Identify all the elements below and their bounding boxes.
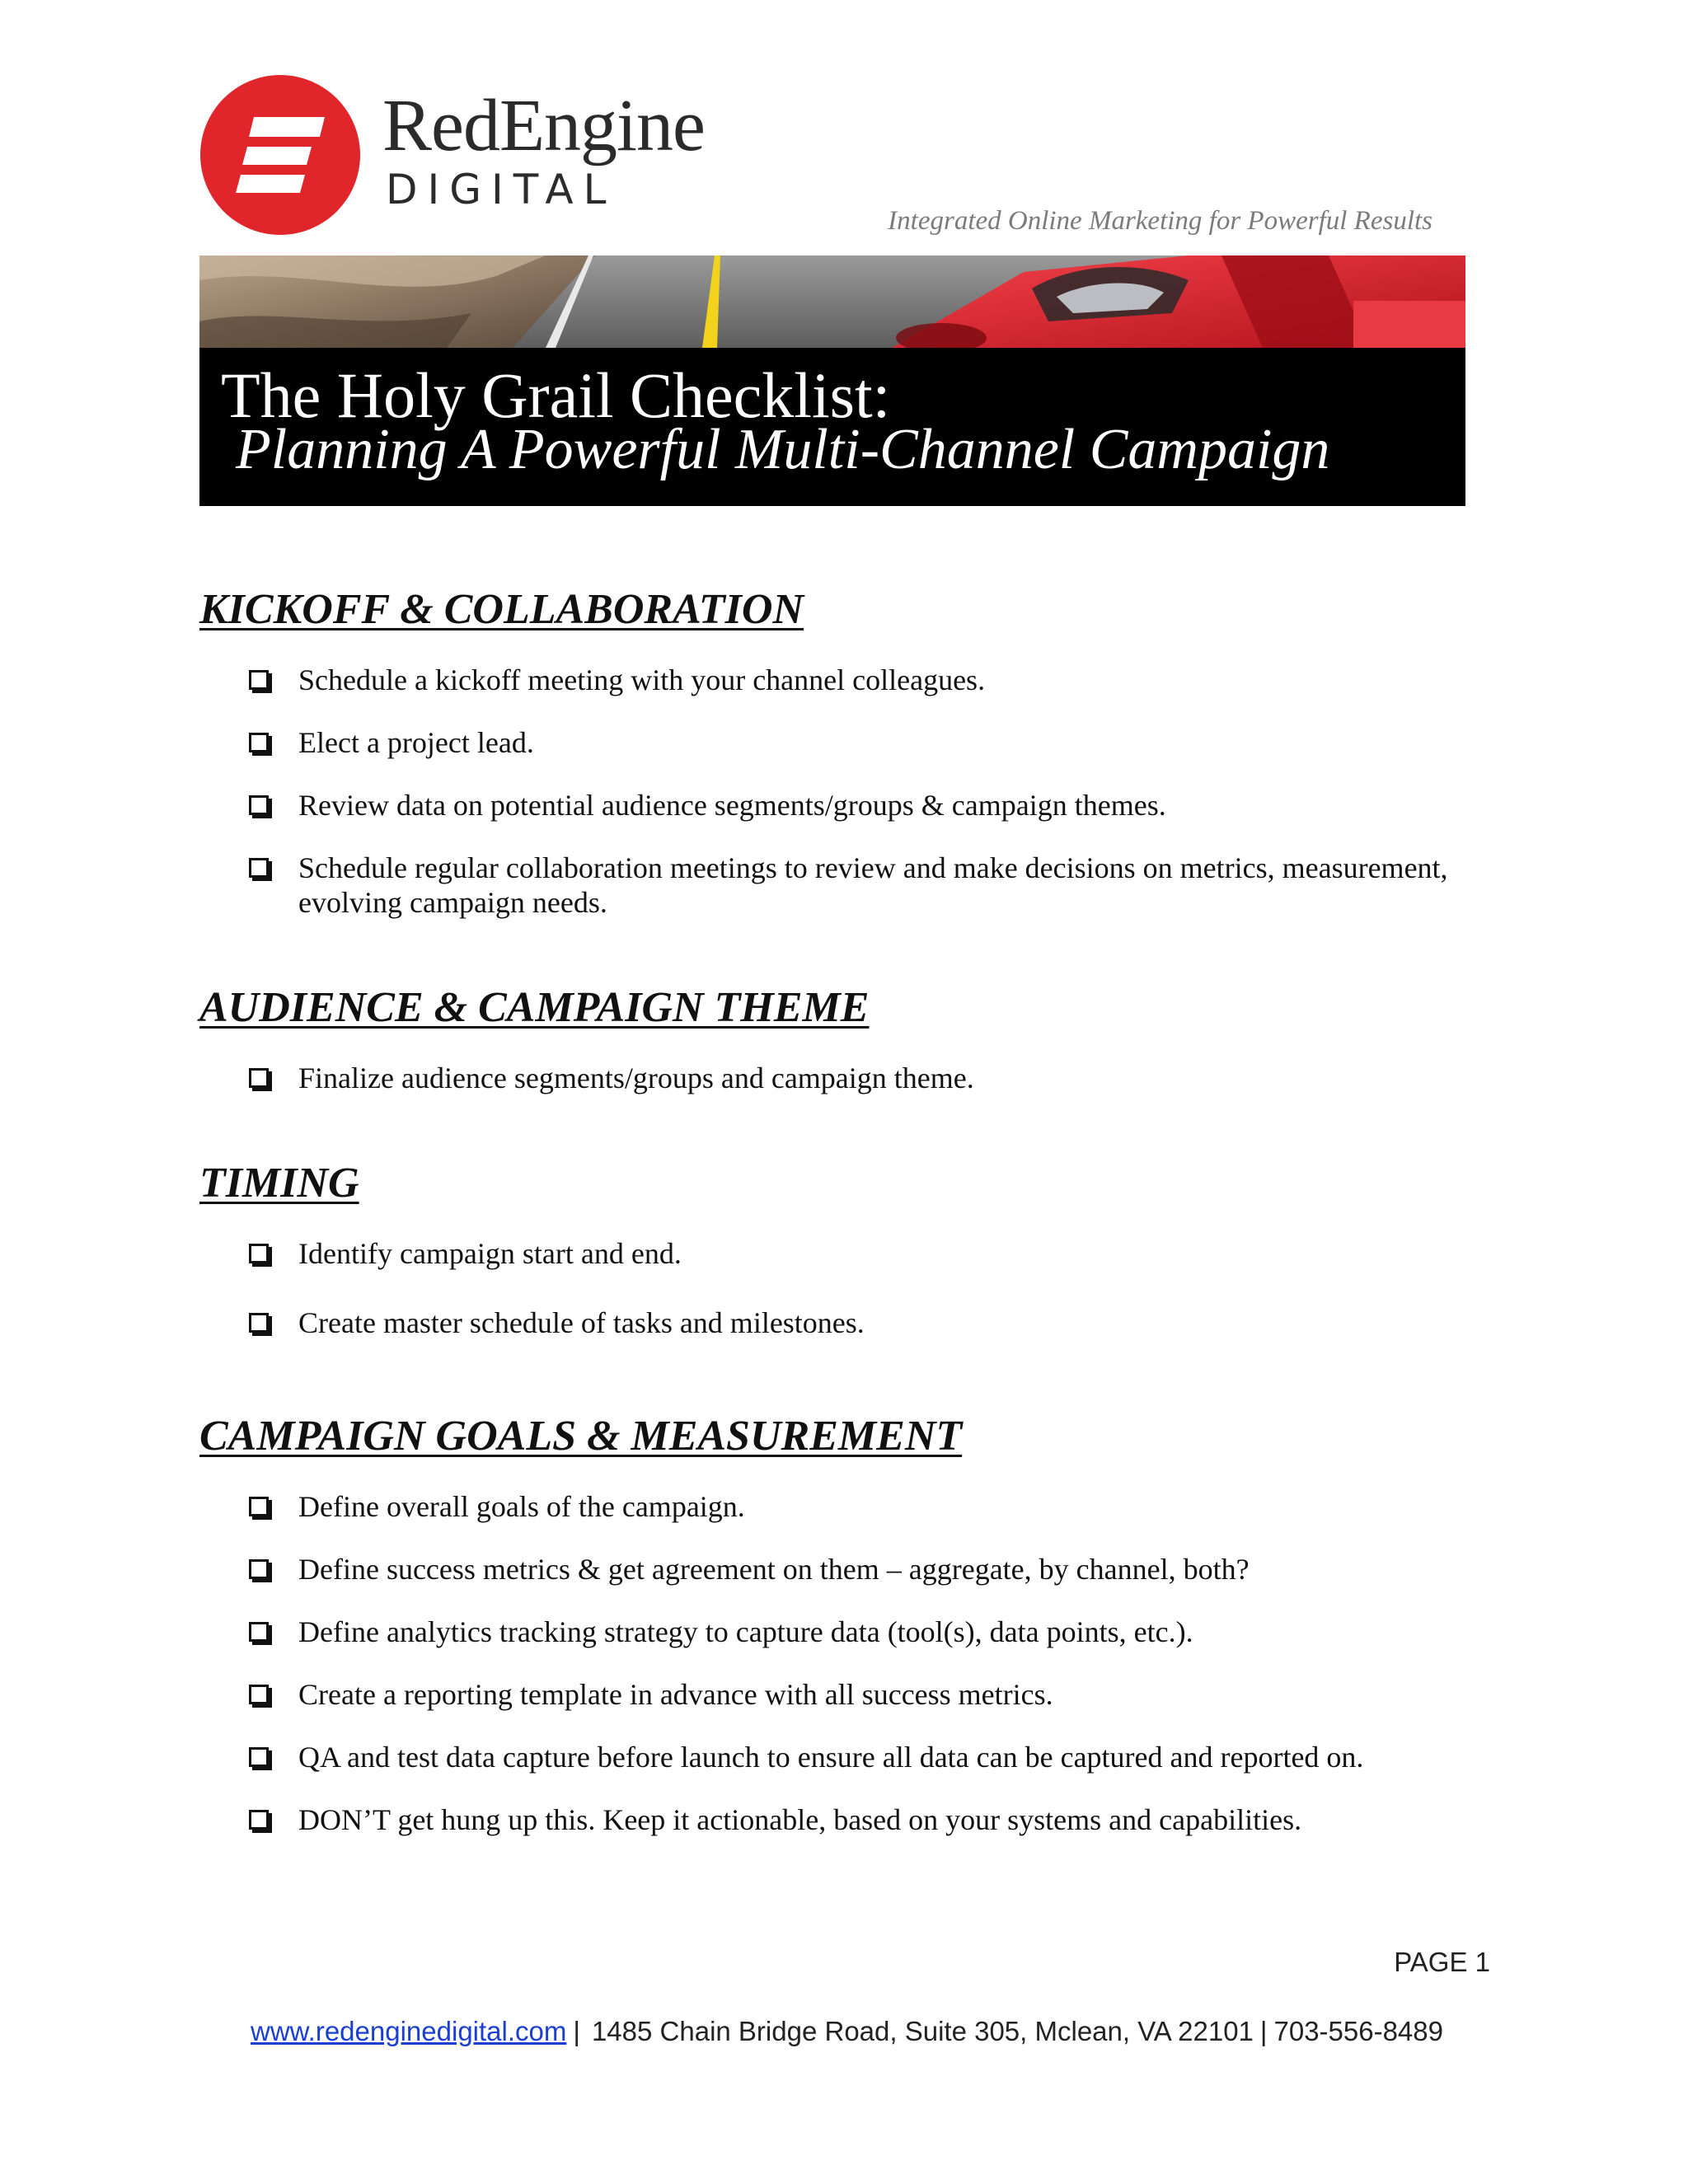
checklist-item — [249, 663, 1502, 697]
checkbox[interactable] — [249, 1747, 269, 1767]
checklist-item — [249, 1802, 1502, 1837]
checklist-item — [249, 1677, 1502, 1712]
checkbox[interactable] — [249, 1685, 269, 1704]
section-heading-timing: TIMING — [199, 1160, 359, 1207]
footer-address: 1485 Chain Bridge Road, Suite 305, Mclean, VA 22101 — [591, 2016, 1254, 2046]
redengine-logo-icon — [199, 74, 361, 236]
checkbox[interactable] — [249, 858, 269, 878]
section-heading-kickoff: KICKOFF & COLLABORATION — [199, 586, 804, 633]
checklist-item-text: DON’T get hung up this. Keep it actionable, based on your systems and capabilities. — [298, 1803, 1302, 1836]
page-number: PAGE 1 — [1394, 1947, 1490, 1977]
website-link[interactable]: www.redenginedigital.com — [251, 2016, 567, 2046]
checklist-item-text: Define success metrics & get agreement on them – aggregate, by channel, both? — [298, 1553, 1250, 1586]
checklist-item-text: Define analytics tracking strategy to capture data (tool(s), data points, etc.). — [298, 1615, 1193, 1648]
checklist-item — [249, 1305, 1502, 1340]
checklist-item-text: Elect a project lead. — [298, 726, 534, 759]
checkbox[interactable] — [249, 1559, 269, 1579]
checklist-item — [249, 725, 1502, 760]
checklist-item-text: QA and test data capture before launch to ensure all data can be captured and reported on. — [298, 1741, 1364, 1774]
checklist-item-text: Create a reporting template in advance with all success metrics. — [298, 1678, 1053, 1711]
checklist-item-text: Create master schedule of tasks and milestones. — [298, 1306, 865, 1339]
title-banner — [199, 255, 1465, 506]
footer-contact — [251, 2016, 1443, 2047]
checklist-item-text: Finalize audience segments/groups and campaign theme. — [298, 1062, 974, 1094]
road-car-photo — [199, 255, 1465, 348]
checkbox[interactable] — [249, 795, 269, 815]
brand-name: RedEngine — [382, 85, 705, 166]
checkbox[interactable] — [249, 1810, 269, 1830]
footer-separator: | — [573, 2016, 580, 2046]
checkbox[interactable] — [249, 733, 269, 752]
document-title: The Holy Grail Checklist: — [221, 359, 891, 431]
checklist-item-text: Define overall goals of the campaign. — [298, 1490, 745, 1523]
footer-phone: 703-556-8489 — [1273, 2016, 1443, 2046]
checklist-item — [249, 1740, 1502, 1774]
checklist-item — [249, 1552, 1502, 1586]
checkbox[interactable] — [249, 1313, 269, 1333]
checklist-item — [249, 788, 1502, 823]
tagline: Integrated Online Marketing for Powerful Results — [888, 206, 1432, 236]
section-heading-goals: CAMPAIGN GOALS & MEASUREMENT — [199, 1413, 963, 1460]
checklist-item-text: Schedule a kickoff meeting with your channel colleagues. — [298, 663, 986, 696]
checklist-item — [249, 851, 1502, 920]
section-heading-audience: AUDIENCE & CAMPAIGN THEME — [199, 984, 870, 1031]
checklist-item-text: Review data on potential audience segments/groups & campaign themes. — [298, 789, 1166, 822]
checkbox[interactable] — [249, 1622, 269, 1642]
brand-logo — [199, 74, 760, 239]
checklist-item — [249, 1061, 1502, 1095]
checkbox[interactable] — [249, 670, 269, 690]
checkbox[interactable] — [249, 1068, 269, 1088]
checklist-item — [249, 1236, 1502, 1271]
footer-separator: | — [1259, 2016, 1268, 2046]
checklist-item — [249, 1615, 1502, 1649]
checklist-item-text: Schedule regular collaboration meetings to review and make decisions on metrics, measurement, evolving campaign needs. — [298, 851, 1448, 919]
checkbox[interactable] — [249, 1497, 269, 1516]
checklist-item — [249, 1489, 1502, 1524]
checkbox[interactable] — [249, 1244, 269, 1263]
checklist-item-text: Identify campaign start and end. — [298, 1237, 682, 1270]
document-subtitle: Planning A Powerful Multi-Channel Campaign — [236, 418, 1330, 481]
brand-subname: DIGITAL — [386, 166, 617, 213]
